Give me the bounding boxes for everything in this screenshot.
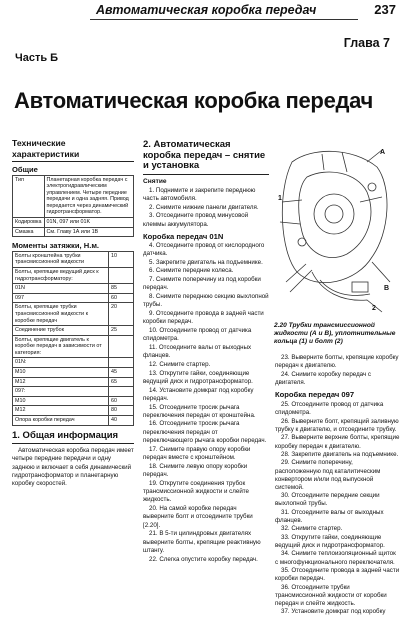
steps-list-a: [143, 187, 269, 229]
step-item: 36. Отсоедините трубки трансмиссионной жидкости от коробки передач и слейте жидкость.: [275, 583, 387, 607]
row-value: 80: [109, 406, 134, 416]
step-item: 22. Слегка опустите коробку передач.: [149, 555, 258, 563]
row-label: 01N:: [13, 358, 109, 368]
step-item: 18. Снимите левую опору коробки передач.: [143, 462, 248, 479]
table-row: [13, 251, 134, 267]
step-item: 9. Отсоедините провода в задней части коробки передач.: [143, 309, 264, 326]
row-value: Планетарная коробка передач с электрогидравлическим управлением. Четыре передние передачи и одна задняя. Привод передается через динамический гидротрансформатор.: [44, 175, 133, 218]
steps-list-c: [275, 354, 400, 387]
divider: [143, 174, 269, 175]
row-value: [109, 358, 134, 368]
figure-caption: 2.20 Трубки трансмиссионной жидкости (А и В), уплотнительные кольца (1) и болт (2): [274, 322, 396, 345]
row-value: 10: [109, 251, 134, 267]
row-value: [109, 335, 134, 358]
row-value: 60: [109, 396, 134, 406]
row-label: 097: [13, 293, 109, 303]
row-value: См. Главу 1А или 1В: [44, 227, 133, 237]
table-row: [13, 368, 134, 378]
table-row: [13, 335, 134, 358]
section1-text: Автоматическая коробка передач имеет четыре передние передачи и одну заднюю и включает в себя динамический гидротрансформатор и планетарную коробку скоростей.: [12, 447, 134, 488]
step-item: 32. Снимите стартер.: [281, 525, 343, 533]
table-row: [13, 293, 134, 303]
row-value: 45: [109, 368, 134, 378]
row-label: 01N: [13, 284, 109, 294]
step-item: 19. Открутите соединения трубок трансмиссионной жидкости и слейте жидкость.: [143, 479, 249, 504]
step-item: 25. Отсоедините провод от датчика спидометра.: [275, 401, 384, 417]
row-value: 60: [109, 293, 134, 303]
row-label: Болты, крепящие трубки трансмиссионной жидкости к коробке передач: [13, 303, 109, 326]
step-item: 13. Открутите гайки, соединяющие ведущий диск и гидротрансформатор.: [143, 369, 253, 385]
step-item: 11. Отсоедините валы от выходных фланцев.: [143, 343, 252, 360]
step-item: 34. Снимите теплоизоляционный щиток с многофункционального переключателя.: [275, 550, 396, 566]
section2-heading: 2. Автоматическая коробка передач – снятие и установка: [143, 139, 266, 171]
step-item: 37. Установите домкрат под коробку: [281, 608, 386, 616]
row-value: 01N, 097 или 01K: [44, 218, 133, 228]
step-item: 1. Поднимите и закрепите переднюю часть автомобиля.: [143, 186, 256, 203]
specs-table: [12, 175, 134, 238]
step-item: 31. Отсоедините валы от выходных фланцев.: [275, 508, 384, 524]
table-row: [13, 416, 134, 426]
row-value: 40: [109, 416, 134, 426]
row-label: Болты кронштейна трубки трансмиссионной жидкости: [13, 251, 109, 267]
row-value: 65: [109, 377, 134, 387]
subheading-097: Коробка передач 097: [275, 389, 355, 399]
figure-label-2: 2: [372, 305, 376, 312]
table-row: [13, 284, 134, 294]
step-item: 27. Выверните верхние болты, крепящие коробку передач к двигателю.: [275, 434, 400, 450]
step-item: 2. Снимите нижние панели двигателя.: [149, 203, 259, 211]
table-row: [13, 406, 134, 416]
step-item: 35. Отсоедините провода в задней части коробки передач.: [275, 567, 400, 583]
right-column: [275, 354, 400, 617]
step-item: 6. Снимите передние колеса.: [149, 267, 234, 275]
divider: [12, 443, 134, 444]
step-item: 7. Снимите поперечину из под коробки передач.: [143, 275, 261, 292]
steps-list-d: [275, 401, 400, 616]
header-rule: [90, 19, 358, 20]
transmission-drawing: [272, 142, 396, 318]
step-item: 17. Снимите правую опору коробки передач вместе с кронштейном.: [143, 445, 251, 462]
row-value: 25: [109, 326, 134, 336]
torque-heading: Моменты затяжки, Н.м.: [12, 241, 100, 251]
row-label: M12: [13, 406, 109, 416]
row-label: 097:: [13, 387, 109, 397]
part-label: Часть Б: [15, 52, 59, 64]
row-value: 20: [109, 303, 134, 326]
step-item: 24. Снимите коробку передач с двигателя.: [275, 370, 372, 386]
main-title: Автоматическая коробка передач: [14, 88, 374, 113]
section1-heading: 1. Общая информация: [12, 429, 119, 441]
specs-heading: Технические характеристики: [12, 138, 80, 159]
row-label: M10: [13, 396, 109, 406]
table-row: [13, 175, 134, 218]
step-item: 26. Выверните болт, крепящий заливную трубку к двигателю, и отсоедините трубку.: [275, 417, 399, 433]
step-item: 23. Выверните болты, крепящие коробку передач к двигателю.: [275, 354, 399, 370]
subheading-01n: Коробка передач 01N: [143, 232, 224, 242]
table-row: [13, 358, 134, 368]
transmission-figure: [272, 142, 396, 318]
row-label: Болты, крепящие двигатель к коробке передач в зависимости от катеrория:: [13, 335, 109, 358]
table-row: [13, 326, 134, 336]
row-label: Тип: [13, 175, 45, 218]
figure-label-1: 1: [278, 195, 282, 202]
step-item: 8. Снимите переднюю секцию выхлопной трубы.: [143, 292, 269, 309]
table-row: [13, 227, 134, 237]
step-item: 30. Отсоедините передние секции выхлопной трубы.: [275, 492, 380, 508]
torque-table: [12, 251, 134, 426]
step-item: 20. На самой коробке передач выверните болт и отсоедините трубки [2.20].: [143, 505, 253, 529]
row-label: M12: [13, 377, 109, 387]
step-item: 5. Закрепите двигатель на подъемнике.: [149, 258, 263, 266]
table-row: [13, 218, 134, 228]
middle-column: [143, 140, 269, 564]
running-header: [0, 0, 408, 22]
step-item: 21. В 5-ти цилиндровых двигателях выверните болты, крепящие реактивную штангу.: [143, 530, 261, 554]
row-label: Соединение трубок: [13, 326, 109, 336]
specs-general: Общие: [12, 165, 38, 174]
step-item: 29. Снимите поперечину, расположенную под каталитическим конвертором и/или под выпускной системой.: [275, 459, 381, 491]
left-column: [12, 138, 134, 489]
table-row: [13, 387, 134, 397]
chapter-label: Глава 7: [343, 36, 390, 50]
row-label: M10: [13, 368, 109, 378]
row-label: Смазка: [13, 227, 45, 237]
table-row: [13, 396, 134, 406]
step-item: 12. Снимите стартер.: [149, 360, 211, 368]
step-item: 3. Отсоедините провод минусовой клеммы аккумулятора.: [143, 212, 249, 228]
figure-label-a: A: [380, 149, 386, 156]
table-row: [13, 377, 134, 387]
figure-label-b: B: [384, 285, 390, 292]
step-item: 4. Отсоедините провод от кислородного датчика.: [143, 241, 265, 257]
running-title: Автоматическая коробка передач: [96, 3, 317, 17]
step-item: 14. Установите домкрат под коробку передач.: [143, 386, 254, 402]
step-item: 28. Закрепите двигатель на подъемнике.: [281, 451, 399, 458]
row-value: [109, 267, 134, 283]
step-item: 16. Отсоедините тросик рычага переключения передач от переключающего рычага коробки передач.: [143, 420, 267, 445]
row-value: 85: [109, 284, 134, 294]
step-item: 33. Открутите гайки, соединяющие ведущий диск и гидротрансформатор.: [275, 533, 385, 549]
page-number: 237: [374, 2, 396, 17]
removal-heading: Снятие: [143, 177, 167, 185]
divider: [12, 161, 134, 162]
step-item: 10. Отсоедините провод от датчика спидометра.: [143, 326, 252, 343]
table-row: [13, 267, 134, 283]
row-label: Кодировка: [13, 218, 45, 228]
row-label: Опора коробки передач: [13, 416, 109, 426]
row-value: [109, 387, 134, 397]
table-row: [13, 303, 134, 326]
step-item: 15. Отсоедините тросик рычага переключения передач от кронштейна.: [143, 403, 256, 419]
row-label: Болты, крепящие ведущий диск к гидротрансформатору:: [13, 267, 109, 283]
steps-list-b: [143, 242, 269, 564]
